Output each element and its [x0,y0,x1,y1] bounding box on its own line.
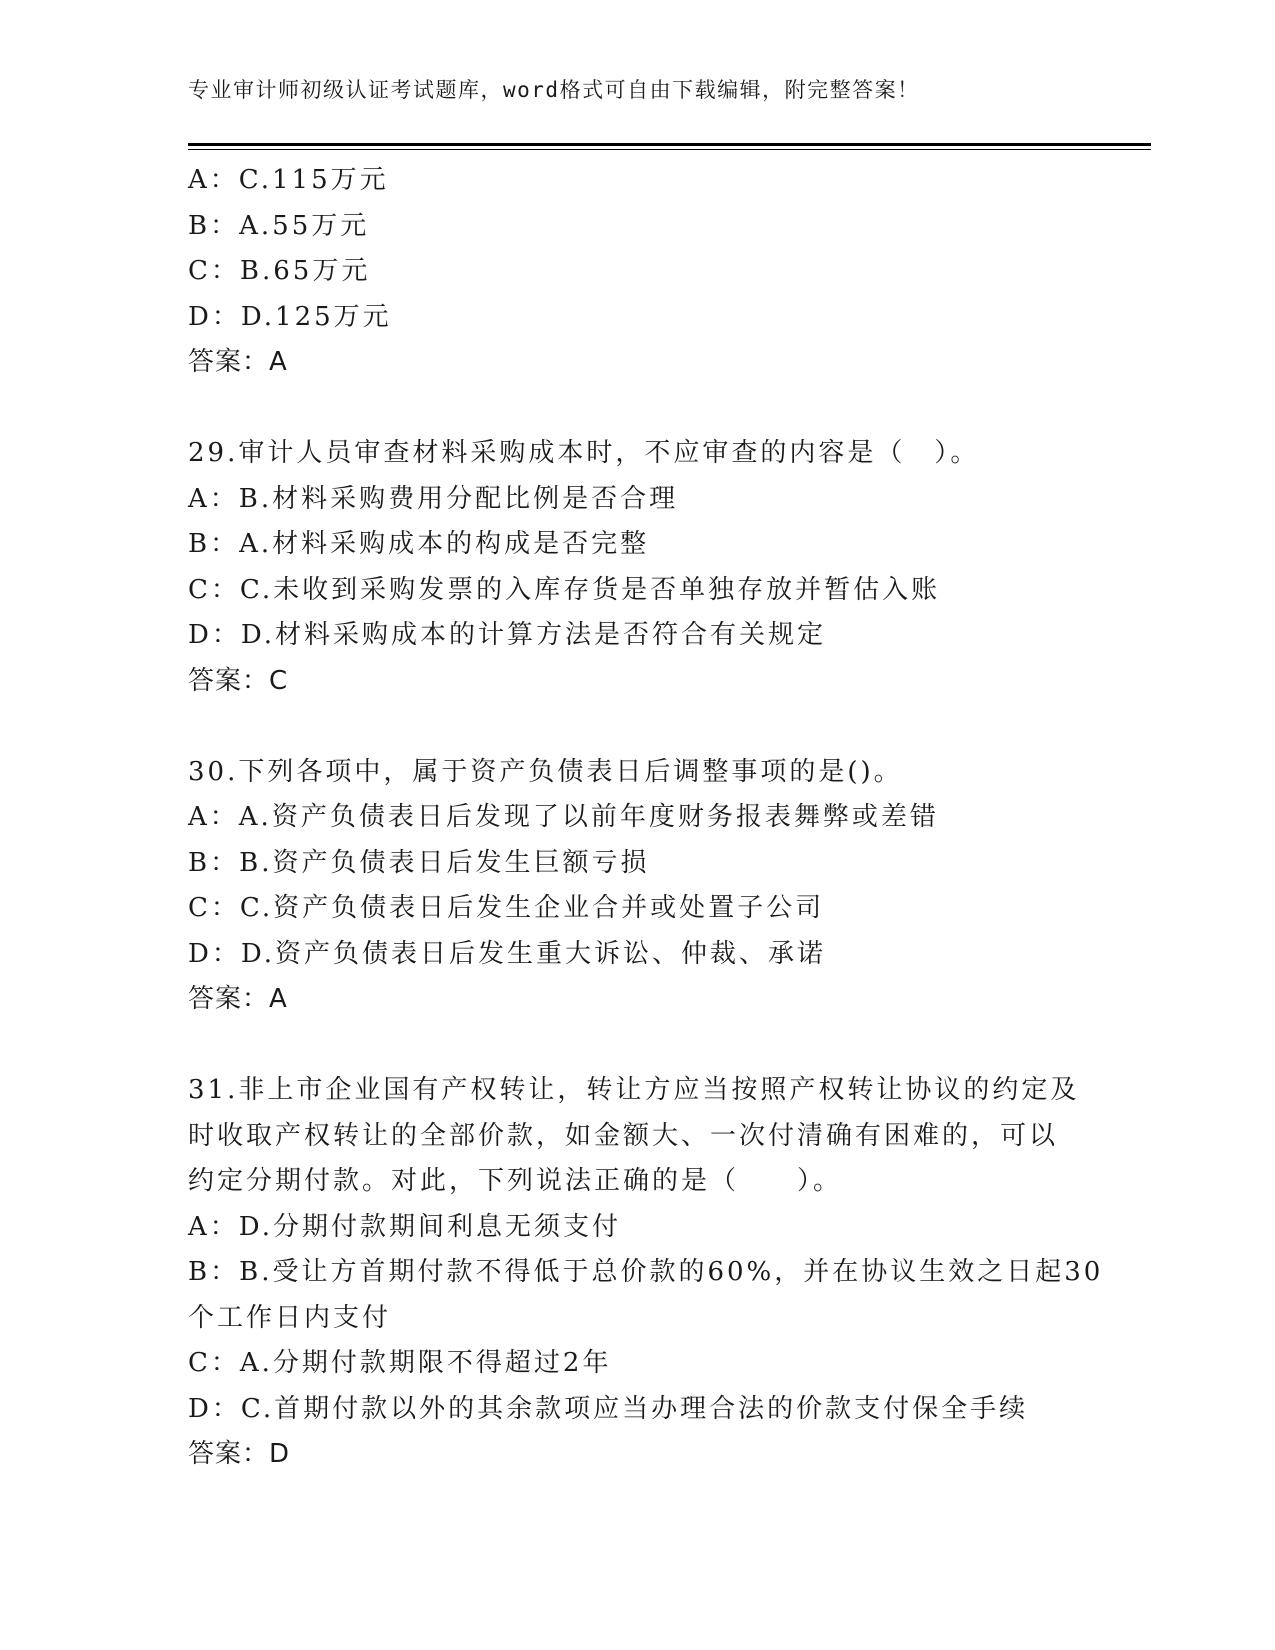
option-c: C：B.65万元 [188,256,371,286]
option-b-line-1: B：B.受让方首期付款不得低于总价款的60%，并在协议生效之日起30 [188,1257,1104,1287]
question-block-prev [188,158,1088,386]
option-b: B：A.材料采购成本的构成是否完整 [188,529,650,559]
question-stem-line-2: 时收取产权转让的全部价款，如金额大、一次付清确有困难的，可以 [188,1120,1059,1151]
header-rule-thick [188,143,1151,146]
answer-line: 答案：C [188,665,289,696]
question-31 [188,1068,1104,1478]
page-header: 专业审计师初级认证考试题库，word格式可自由下载编辑，附完整答案！ [188,78,920,102]
question-stem: 29.审计人员审查材料采购成本时，不应审查的内容是（ ）。 [188,438,980,468]
spacer [188,704,1088,750]
option-b: B：A.55万元 [188,210,370,241]
option-a: A：D.分期付款期间利息无须支付 [188,1211,621,1242]
header-rule-thin [188,149,1151,150]
option-a: A：B.材料采购费用分配比例是否合理 [188,483,679,514]
option-a: A：A.资产负债表日后发现了以前年度财务报表舞弊或差错 [188,802,939,832]
option-c: C：C.资产负债表日后发生企业合并或处置子公司 [188,893,825,923]
spacer [188,386,1088,432]
question-30 [188,750,1088,1023]
question-stem-line-1: 31.非上市企业国有产权转让，转让方应当按照产权转让协议的约定及 [188,1075,1080,1105]
option-c: C：A.分期付款期限不得超过2年 [188,1348,612,1378]
option-d: D：D.资产负债表日后发生重大诉讼、仲裁、承诺 [188,938,827,969]
option-c: C：C.未收到采购发票的入库存货是否单独存放并暂估入账 [188,574,941,605]
answer-line: 答案：A [188,984,288,1014]
option-d: D：D.材料采购成本的计算方法是否符合有关规定 [188,620,827,650]
answer-line: 答案：D [188,1439,291,1469]
option-d: D：C.首期付款以外的其余款项应当办理合法的价款支付保全手续 [188,1393,1029,1424]
option-b: B：B.资产负债表日后发生巨额亏损 [188,847,650,878]
answer-line: 答案：A [188,347,288,377]
option-b-line-2: 个工作日内支付 [188,1302,392,1333]
option-d: D：D.125万元 [188,301,392,332]
question-stem-line-3: 约定分期付款。对此，下列说法正确的是（ ）。 [188,1166,843,1196]
option-a: A：C.115万元 [188,165,389,195]
question-29 [188,431,1088,704]
question-list [188,158,1104,1478]
spacer [188,1023,1088,1069]
question-stem: 30.下列各项中，属于资产负债表日后调整事项的是()。 [188,756,903,787]
